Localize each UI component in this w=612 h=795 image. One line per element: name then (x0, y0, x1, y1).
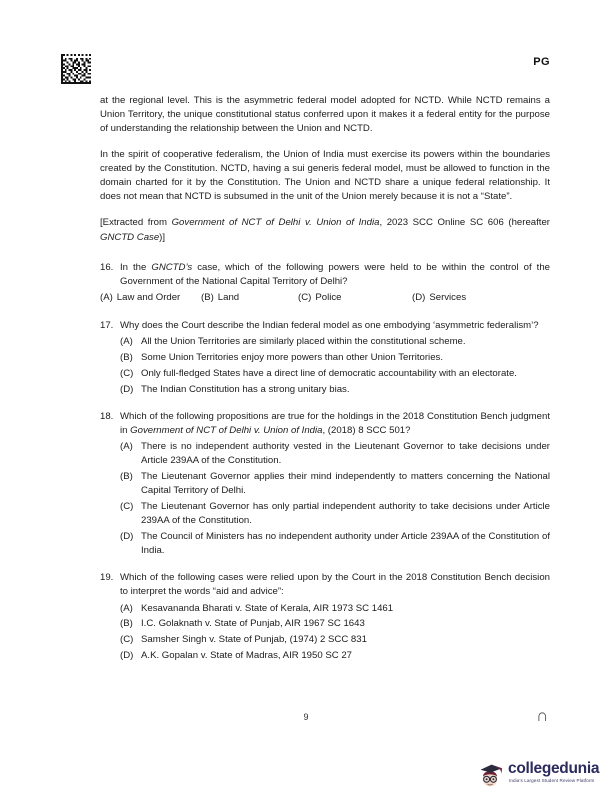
page-content (100, 94, 550, 676)
question-16-option-c[interactable] (298, 291, 341, 305)
question-18 (100, 410, 550, 559)
question-19-option-a[interactable] (120, 602, 550, 616)
passage-paragraph-2: In the spirit of cooperative federalism, the Union of India must exercise its powers within the boundaries created by the Constitution. NCTD, having a sui generis federal model, must be allowed to function in the domain charted for it by the Constitution. The Union and NCTD share a unique federal relationship. It does not mean that NCTD is subsumed in the unit of the Union merely because it is not a “State”. (100, 148, 550, 203)
citation-short-name: GNCTD Case (100, 231, 160, 243)
question-19-option-d[interactable] (120, 649, 550, 663)
option-a-key: (A) (120, 602, 133, 614)
q18-stem-suffix: , (2018) 8 SCC 501? (322, 424, 411, 436)
mascot-icon (475, 760, 505, 790)
source-citation (100, 216, 550, 244)
paper-code-label: PG (533, 56, 550, 68)
option-d-label: Services (429, 292, 467, 304)
citation-suffix: )] (159, 231, 166, 243)
option-b-label: I.C. Golaknath v. State of Punjab, AIR 1967 SC 1643 (141, 618, 365, 630)
option-d-label: The Indian Constitution has a strong unitary bias. (141, 383, 350, 395)
option-b-key: (B) (201, 292, 214, 304)
question-17-option-c[interactable] (120, 367, 550, 381)
option-b-label: Some Union Territories enjoy more powers than other Union Territories. (141, 352, 443, 364)
q17-stem-prefix: Why does the Court describe the Indian federal model as one embodying ‘asymmetric federalism’? (120, 320, 539, 332)
option-a-key: (A) (120, 336, 133, 348)
option-a-label: All the Union Territories are similarly placed within the constitutional scheme. (141, 336, 466, 348)
option-c-label: Police (315, 292, 342, 304)
option-d-key: (D) (120, 649, 134, 661)
question-18-option-c[interactable] (120, 500, 550, 528)
option-a-key: (A) (120, 441, 133, 453)
question-16-text (120, 261, 550, 289)
question-17 (100, 319, 550, 397)
q16-stem-prefix: In the (120, 261, 152, 273)
question-17-option-a[interactable] (120, 335, 550, 349)
question-18-option-b[interactable] (120, 470, 550, 498)
option-a-label: Law and Order (116, 292, 181, 304)
logo-tagline: India's Largest Student Review Platform (509, 778, 595, 783)
option-b-key: (B) (120, 352, 133, 364)
question-19-option-b[interactable] (120, 617, 550, 631)
page-header (0, 0, 612, 92)
question-17-text (120, 319, 550, 333)
question-19-text (120, 571, 550, 599)
option-b-key: (B) (120, 618, 133, 630)
question-19 (100, 571, 550, 663)
citation-case-name: Government of NCT of Delhi v. Union of India (171, 217, 380, 229)
question-16-number: 16. (100, 261, 114, 273)
question-16-option-d[interactable] (412, 291, 466, 305)
question-16-options (100, 291, 550, 306)
q16-stem-suffix: case, which of the following powers were held to be within the control of the Government of the National Capital Territory of Delhi? (120, 261, 550, 288)
q16-stem-italic: GNCTD’s (151, 261, 193, 273)
option-c-key: (C) (120, 634, 134, 646)
option-b-key: (B) (120, 471, 133, 483)
passage-paragraph-1: at the regional level. This is the asymmetric federal model adopted for NCTD. While NCTD remains a Union Territory, the unique constitutional status conferred upon it makes it a federal entity for the purpose of understanding the relationship between the Union and NCTD. (100, 95, 550, 135)
question-16-stem (100, 261, 550, 289)
question-19-option-c[interactable] (120, 633, 550, 647)
question-18-option-d[interactable] (120, 530, 550, 558)
question-18-option-a[interactable] (120, 440, 550, 468)
option-c-label: Only full-fledged States have a direct line of democratic accountability with an electorate. (141, 367, 517, 379)
logo-wordmark: collegedunia (508, 760, 600, 777)
option-b-label: Land (217, 292, 240, 304)
citation-prefix: [Extracted from (100, 217, 172, 229)
question-18-stem (100, 410, 550, 438)
question-16-option-a[interactable] (100, 291, 180, 305)
option-d-key: (D) (120, 383, 134, 395)
option-a-label: There is no independent authority vested in the Lieutenant Governor to take decisions under Article 239AA of the Constitution. (141, 441, 550, 467)
option-c-label: The Lieutenant Governor has only partial independent authority to take decisions under Article 239AA of the Constitution. (141, 500, 550, 527)
question-19-stem (100, 571, 550, 599)
option-c-key: (C) (120, 500, 134, 512)
citation-reference: , 2023 SCC Online SC 606 (hereafter (379, 217, 550, 229)
q18-stem-italic: Government of NCT of Delhi v. Union of India (130, 424, 323, 436)
option-d-key: (D) (412, 292, 426, 304)
question-18-text (120, 410, 550, 438)
question-16-option-b[interactable] (201, 291, 239, 305)
question-17-option-d[interactable] (120, 383, 550, 397)
page-number: 9 (303, 712, 309, 722)
option-d-key: (D) (120, 530, 134, 542)
question-17-options (100, 335, 550, 396)
option-c-key: (C) (298, 292, 312, 304)
q19-stem-prefix: Which of the following cases were relied upon by the Court in the 2018 Constitution Bench decision to interpret the words “aid and advice”: (120, 572, 550, 598)
question-17-number: 17. (100, 320, 114, 332)
option-b-label: The Lieutenant Governor applies their mind independently to matters concerning the National Capital Territory of Delhi. (141, 471, 550, 497)
option-c-label: Samsher Singh v. State of Punjab, (1974) 2 SCC 831 (141, 634, 367, 646)
data-matrix-code (61, 53, 91, 85)
question-19-number: 19. (100, 572, 114, 584)
option-a-label: Kesavananda Bharati v. State of Kerala, AIR 1973 SC 1461 (141, 602, 394, 614)
question-18-options (100, 440, 550, 558)
option-d-label: A.K. Gopalan v. State of Madras, AIR 1950 SC 27 (141, 649, 353, 661)
question-17-stem (100, 319, 550, 333)
question-18-number: 18. (100, 410, 114, 422)
q18-stem-prefix: Which of the following propositions are true for the holdings in the 2018 Constitution Bench judgment in (120, 410, 550, 436)
option-a-key: (A) (100, 292, 113, 304)
question-17-option-b[interactable] (120, 351, 550, 365)
question-16 (100, 261, 550, 306)
collegedunia-logo (475, 758, 612, 792)
question-19-options (100, 602, 550, 663)
arch-mark-glyph: ∩ (536, 706, 549, 725)
option-c-key: (C) (120, 367, 134, 379)
option-d-label: The Council of Ministers has no independent authority under Article 239AA of the Constitution of India. (141, 530, 550, 557)
